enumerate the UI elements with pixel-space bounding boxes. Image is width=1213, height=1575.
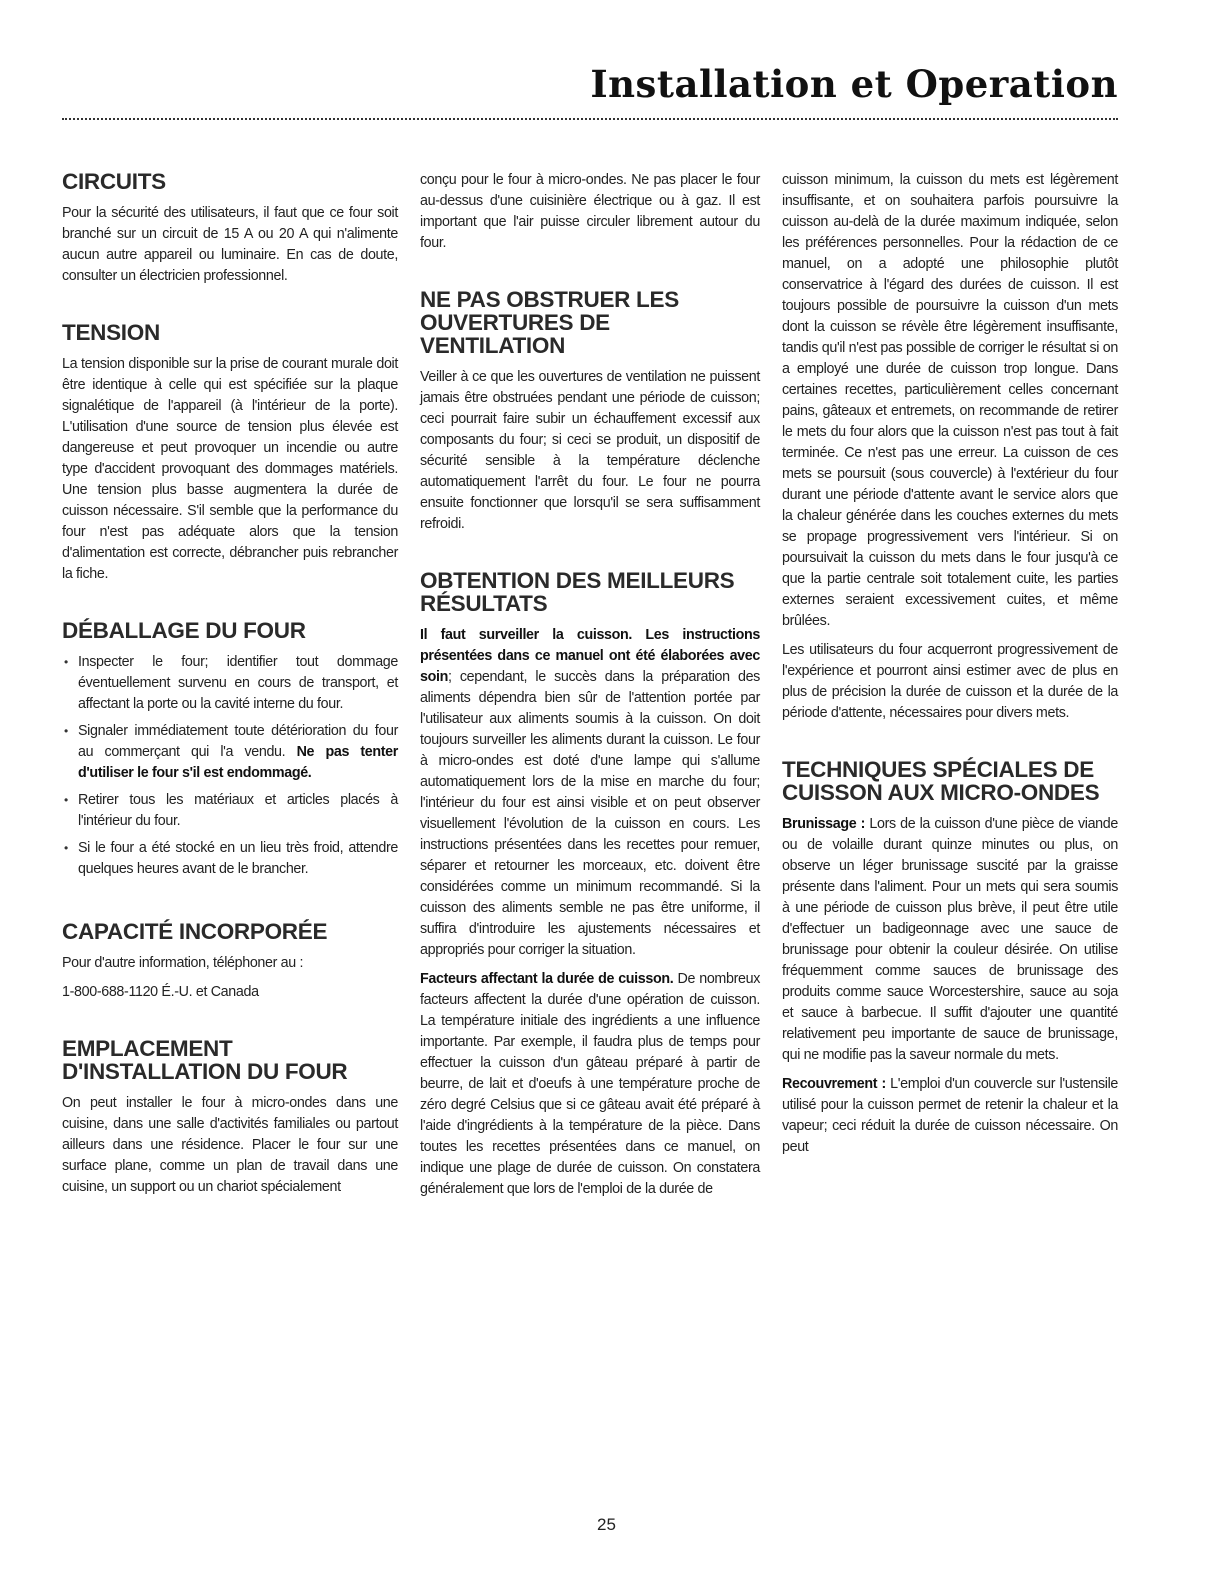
phone-number: 1-800-688-1120 É.-U. et Canada (62, 984, 259, 1000)
heading-circuits: CIRCUITS (62, 169, 166, 194)
obtention-text (420, 625, 760, 961)
heading-tension: TENSION (62, 320, 160, 345)
ventilation-text: Veiller à ce que les ouvertures de ventilation ne puissent jamais être obstruées pendant une période de cuisson; ceci pourrait faire subir un échauffement excessif aux composants du four; si ceci se produit, un dispositif de sécurité sensible à la température déclenche automatiquement l'arrêt du four. Le four ne pourra ensuite fonctionner que lorsqu'il se sera suffisamment refroidi. (420, 369, 760, 532)
section-techniques (782, 758, 1118, 1158)
list-item (78, 790, 398, 832)
body-text: Lors de la cuisson d'une pièce de viande ou de volaille durant quinze minutes ou plus, on observe un léger brunissage suscité par la graisse présente dans l'aliment. Pour un mets qui sera soumis à une période de cuisson plus brève, il peut être utile d'effectuer un badigeonnage avec une sauce de brunissage pour obtenir la couleur désirée. On utilise fréquemment comme sauces de brunissage des produits comme sauce Worcestershire, sauce au soja et sauce à barbecue. Il suffit d'ajouter une quantité relativement peu importante de sauce de brunissage, qui ne modifie pas la saveur normale du mets. (782, 816, 1118, 1063)
section-obtention (420, 569, 760, 1200)
heading-obtention: OBTENTION DES MEILLEURS RÉSULTATS (420, 568, 735, 616)
column-left (62, 170, 398, 1490)
continued-text: conçu pour le four à micro-ondes. Ne pas placer le four au-dessus d'une cuisinière électrique ou à gaz. Il est important que l'air puisse circuler librement autour du four. (420, 172, 760, 251)
section-ventilation (420, 288, 760, 535)
heading-techniques: TECHNIQUES SPÉCIALES DE CUISSON AUX MICRO-ONDES (782, 757, 1100, 805)
body-text: De nombreux facteurs affectent la durée d'une opération de cuisson. La température initiale des ingrédients a une influence importante. Par exemple, il faudra plus de temps pour effectuer la cuisson d'un gâteau préparé à partir de beurre, de lait et d'oeufs à une température proche de zéro degré Celsius que si ce gâteau avait été préparé à l'aide d'ingrédients à la température de la pièce. Dans toutes les recettes présentées dans ce manuel, on indique une plage de durée de cuisson. On constatera généralement que lors de l'emploi de la durée de (420, 971, 760, 1197)
body-text: L'emploi d'un couvercle sur l'ustensile utilisé pour la cuisson permet de retenir la chaleur et la vapeur; ceci réduit la durée de cuisson nécessaire. On peut (782, 1076, 1118, 1155)
bold-lead: Recouvrement : (782, 1076, 886, 1092)
page-header-title: Installation et Operation (590, 62, 1118, 106)
facteurs-text (420, 969, 760, 1200)
heading-capacite: CAPACITÉ INCORPORÉE (62, 919, 328, 944)
capacite-text: Pour d'autre information, téléphoner au : (62, 955, 304, 971)
column-middle (420, 170, 760, 1490)
section-tension (62, 321, 398, 585)
body-text: ; cependant, le succès dans la préparation des aliments dépendra bien sûr de l'attention portée par l'utilisateur aux aliments soumis à la cuisson. On doit toujours surveiller les aliments durant la cuisson. Le four à micro-ondes est doté d'une lampe qui s'allume automatiquement lors de la mise en marche du four; l'intérieur du four est ainsi visible et on peut observer visuellement l'évolution de la cuisson en cours. Les instructions présentées dans les recettes pour remuer, séparer et retourner les morceaux, etc. doivent être considérées comme un minimum recommandé. Si la cuisson des aliments semble ne pas être uniforme, il suffira d'introduire les ajustements nécessaires et appropriés pour corriger la situation. (420, 669, 760, 958)
heading-ventilation: NE PAS OBSTRUER LES OUVERTURES DE VENTILATION (420, 287, 679, 358)
section-capacite (62, 920, 398, 1003)
brunissage-text (782, 814, 1118, 1066)
header-divider (62, 118, 1118, 120)
list-item-text: Retirer tous les matériaux et articles placés à l'intérieur du four. (78, 792, 398, 829)
section-circuits (62, 170, 398, 287)
list-item (78, 652, 398, 715)
deballage-list (62, 652, 398, 880)
page-number: 25 (597, 1515, 616, 1534)
list-item-text: Si le four a été stocké en un lieu très froid, attendre quelques heures avant de le brancher. (78, 840, 398, 877)
emplacement-text: On peut installer le four à micro-ondes dans une cuisine, dans une salle d'activités familiales ou partout ailleurs dans une résidence. Placer le four sur une surface plane, comme un plan de travail dans une cuisine, un support ou un chariot spécialement (62, 1095, 398, 1195)
section-deballage (62, 619, 398, 880)
list-item-text: Signaler immédiatement toute détérioration du four au commerçant qui l'a vendu. (78, 723, 398, 760)
bold-lead: Brunissage : (782, 816, 866, 832)
heading-deballage: DÉBALLAGE DU FOUR (62, 618, 306, 643)
tension-text: La tension disponible sur la prise de courant murale doit être identique à celle qui est spécifiée sur la plaque signalétique de l'appareil (à l'intérieur de la porte). L'utilisation d'une source de tension plus élevée est dangereuse et peut provoquer un incendie ou autre type d'accident provoquant des dommages matériels. Une tension plus basse augmentera la durée de cuisson nécessaire. S'il semble que la performance du four n'est pas adéquate alors que la tension d'alimentation est correcte, débrancher puis rebrancher la fiche. (62, 356, 398, 582)
list-item (78, 838, 398, 880)
warning-text: Ne pas tenter d'utiliser le four s'il est endommagé. (78, 744, 398, 781)
continued-text: cuisson minimum, la cuisson du mets est légèrement insuffisante, et on souhaitera parfois poursuivre la cuisson au-delà de la durée maximum indiquée, selon les préférences personnelles. Pour la rédaction de ce manuel, on a adopté une philosophie plutôt conservatrice à l'égard des durées de cuisson. Il est toujours possible de poursuivre la cuisson d'un mets dont la cuisson se révèle être légèrement insuffisante, tandis qu'il n'est pas possible de corriger le résultat si on a employé une durée de cuisson trop longue. Dans certaines recettes, particulièrement celles concernant pains, gâteaux et entremets, on recommande de retirer le mets du four alors que la cuisson n'est pas tout à fait terminée. Ce n'est pas une erreur. La cuisson de ces mets se poursuit (sous couvercle) à l'extérieur du four durant une période d'attente avant le service alors que la chaleur générée dans les couches externes du mets se propage progressivement vers l'intérieur. Si on poursuivait la cuisson du mets dans le four jusqu'à ce que la partie centrale soit totalement cuite, les parties externes seraient excessivement cuites, et même brûlées. (782, 172, 1118, 629)
list-item (78, 721, 398, 784)
content-columns (62, 170, 1118, 1490)
bold-lead: Facteurs affectant la durée de cuisson. (420, 971, 674, 987)
section-emplacement (62, 1037, 398, 1198)
recouvrement-text (782, 1074, 1118, 1158)
circuits-text: Pour la sécurité des utilisateurs, il faut que ce four soit branché sur un circuit de 15 A ou 20 A qui n'alimente aucun autre appareil ou luminaire. En cas de doute, consulter un électricien professionnel. (62, 205, 398, 284)
list-item-text: Inspecter le four; identifier tout dommage éventuellement survenu en cours de transport, et affectant la porte ou la cavité interne du four. (78, 654, 398, 712)
bold-lead: Il faut surveiller la cuisson. Les instructions présentées dans ce manuel ont été élaborées avec soin (420, 627, 760, 685)
column-right (782, 170, 1118, 1490)
continued-text-2: Les utilisateurs du four acquerront progressivement de l'expérience et pourront ainsi estimer avec de plus en plus de précision la durée de cuisson et la durée de la période d'attente, nécessaires pour divers mets. (782, 642, 1118, 721)
heading-emplacement: EMPLACEMENT D'INSTALLATION DU FOUR (62, 1036, 348, 1084)
